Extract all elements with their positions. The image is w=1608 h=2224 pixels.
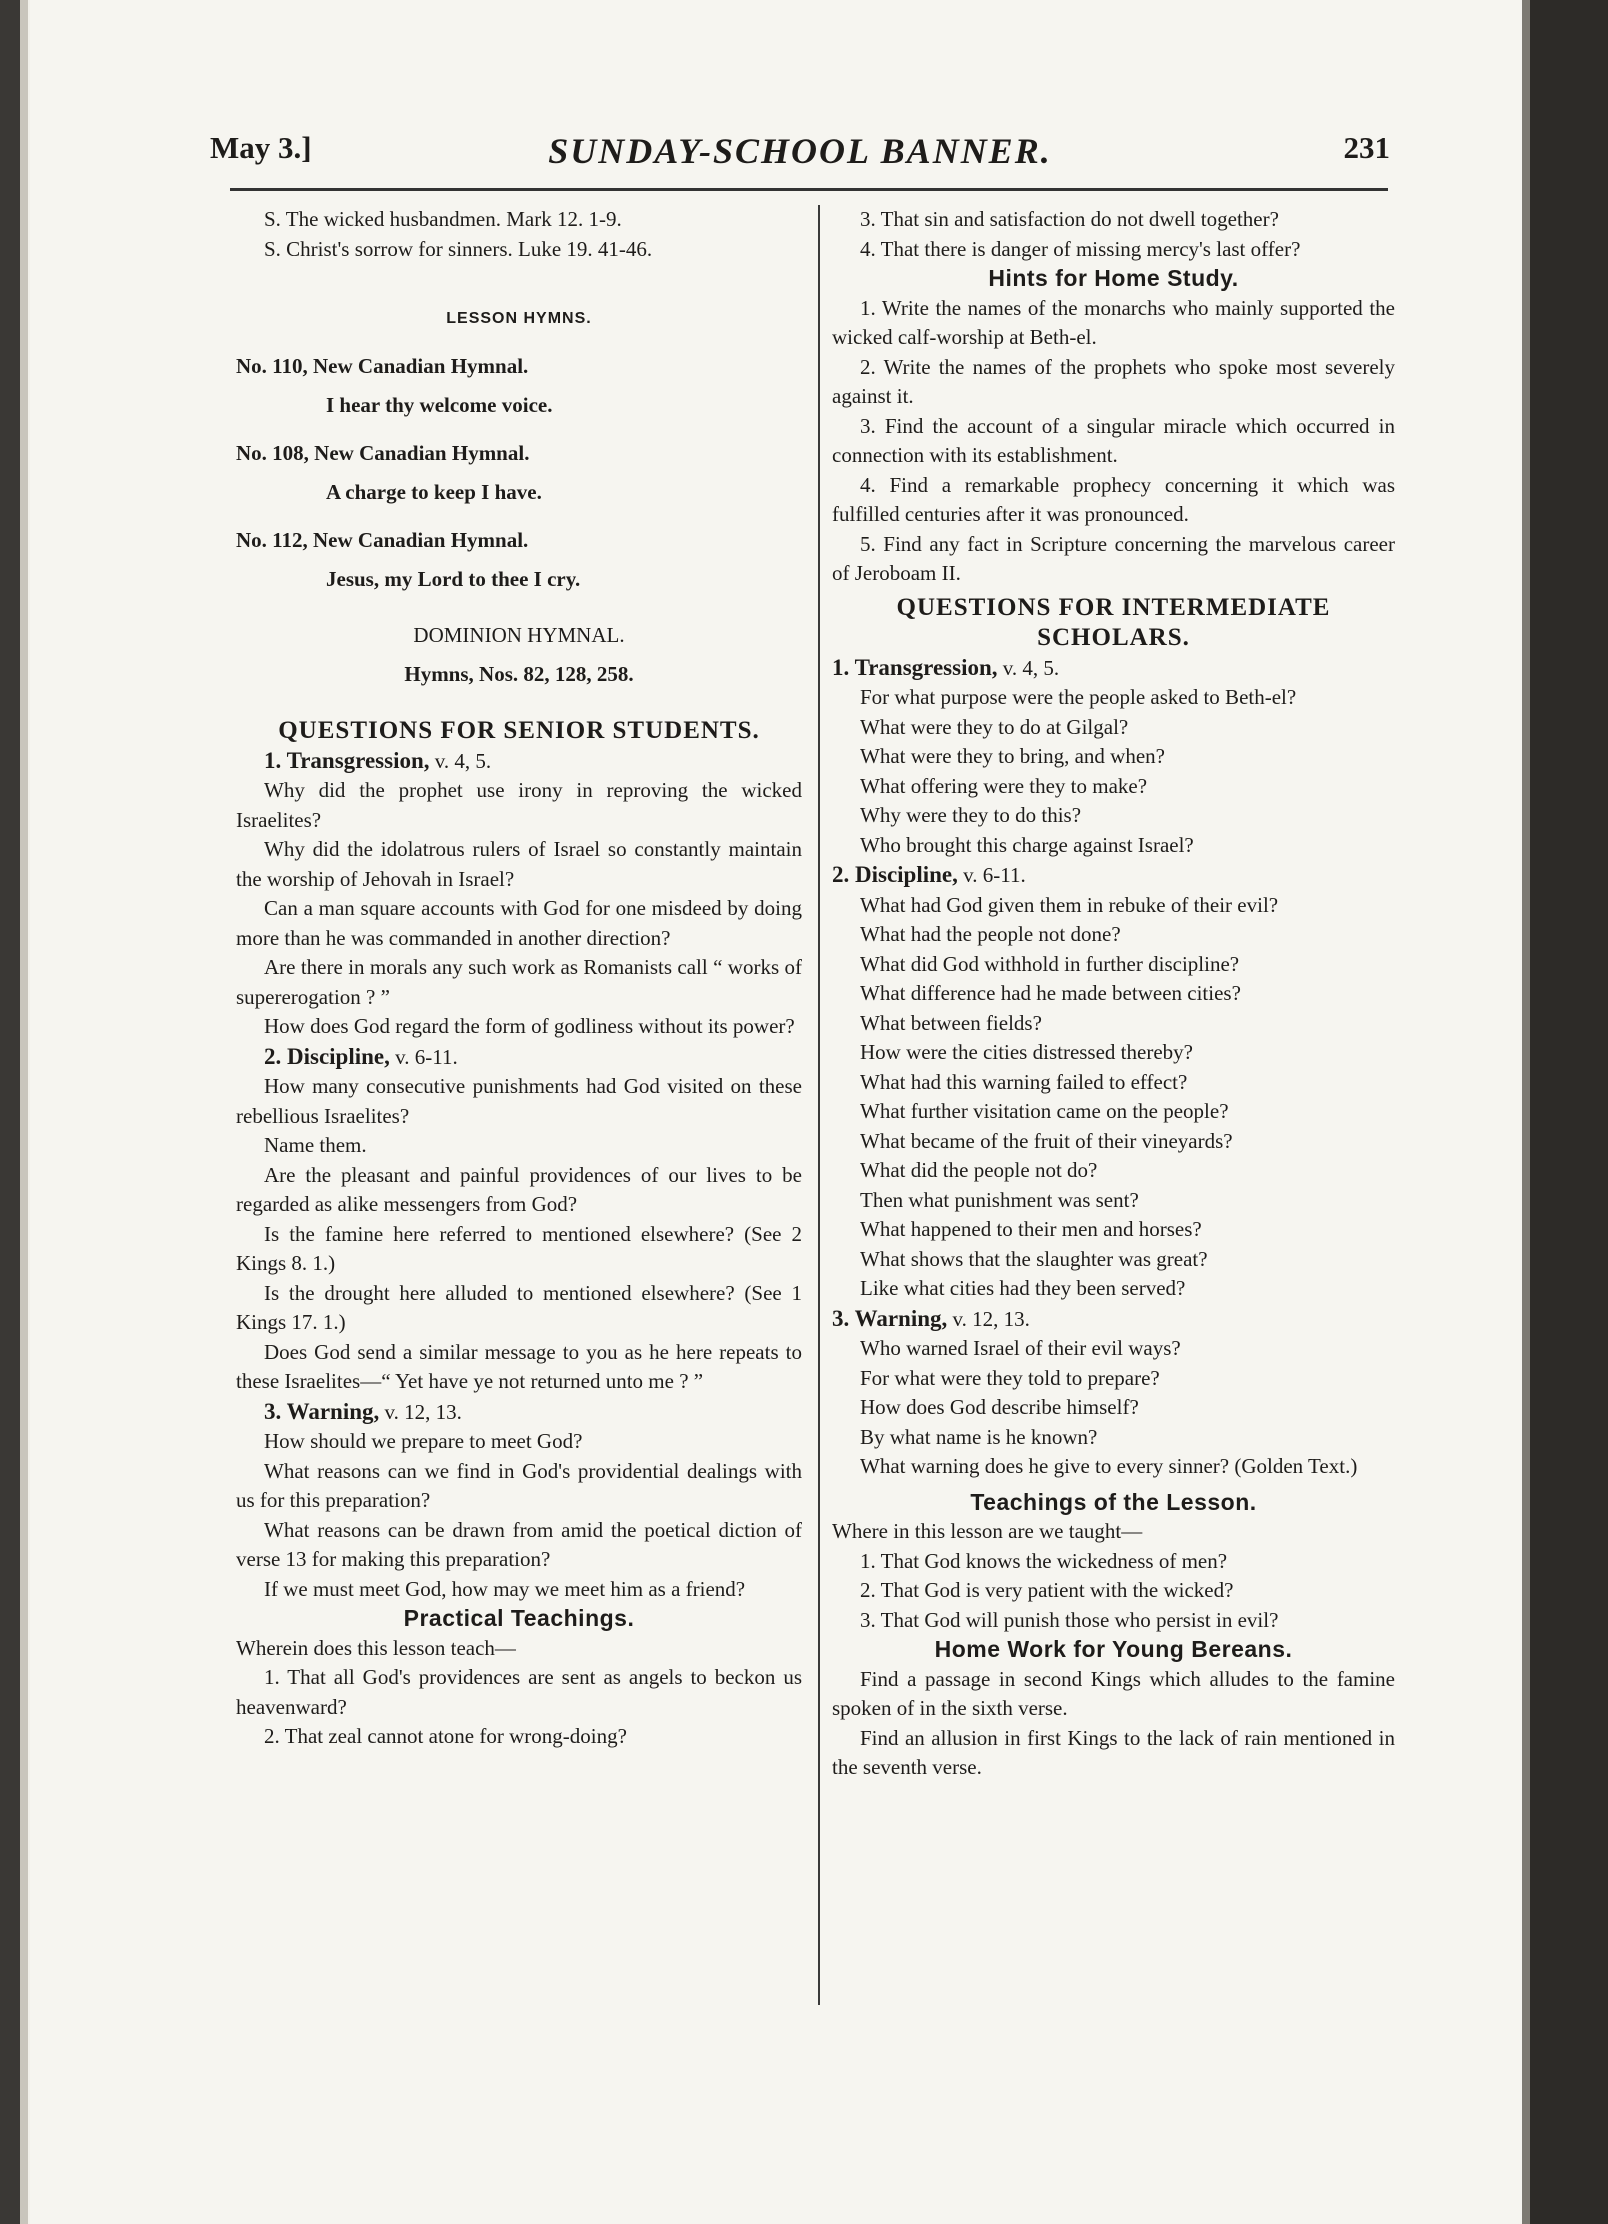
hint: 5. Find any fact in Scripture concerning the marvelous career of Jeroboam II. — [832, 531, 1395, 585]
section-heading: 3. Warning, v. 12, 13. — [832, 1305, 1030, 1331]
question: How does God regard the form of godliness without its power? — [264, 1014, 795, 1038]
question: What happened to their men and horses? — [860, 1217, 1202, 1241]
right-column — [832, 205, 1395, 1783]
question: Why were they to do this? — [860, 803, 1082, 827]
question: What reasons can be drawn from amid the poetical diction of verse 13 for making this preparation? — [236, 1517, 802, 1571]
question: What between fields? — [860, 1010, 1042, 1035]
homework-heading: Home Work for Young Bereans. — [934, 1636, 1293, 1662]
question: Who brought this charge against Israel? — [860, 832, 1194, 857]
question: How does God describe himself? — [860, 1395, 1139, 1419]
question: What became of the fruit of their vineyards? — [860, 1128, 1233, 1153]
teaching-item: 3. That God will punish those who persist in evil? — [860, 1607, 1279, 1632]
hymn-reference: No. 108, New Canadian Hymnal. — [236, 440, 530, 465]
hymn-title: I hear thy welcome voice. — [326, 393, 553, 417]
question: What had this warning failed to effect? — [860, 1069, 1188, 1094]
hymn-title: A charge to keep I have. — [326, 480, 542, 504]
question: How many consecutive punishments had God visited on these rebellious Israelites? — [236, 1074, 802, 1128]
question: Why did the idolatrous rulers of Israel so constantly maintain the worship of Jehovah in Israel? — [236, 837, 802, 891]
question: Can a man square accounts with God for one misdeed by doing more than he was commanded in another direction? — [236, 896, 802, 950]
practical-intro: Wherein does this lesson teach— — [236, 1635, 516, 1660]
binding-edge — [1522, 0, 1530, 2224]
hint: 4. Find a remarkable prophecy concerning it which was fulfilled centuries after it was pronounced. — [832, 472, 1395, 526]
question: What difference had he made between cities? — [860, 981, 1241, 1005]
column-divider — [818, 205, 820, 2005]
question: What offering were they to make? — [860, 773, 1148, 798]
hymn-reference: No. 110, New Canadian Hymnal. — [236, 353, 529, 378]
senior-questions-heading: QUESTIONS FOR SENIOR STUDENTS. — [278, 716, 760, 744]
dominion-hymnal-heading: DOMINION HYMNAL. — [413, 622, 625, 647]
question: Then what punishment was sent? — [860, 1187, 1139, 1212]
question: What did God withhold in further discipline? — [860, 951, 1240, 976]
question: If we must meet God, how may we meet him as a friend? — [264, 1576, 746, 1601]
homework-item: Find an allusion in first Kings to the lack of rain mentioned in the seventh verse. — [832, 1725, 1395, 1779]
section-heading: 1. Transgression, v. 4, 5. — [832, 654, 1060, 680]
intermediate-heading: QUESTIONS FOR INTERMEDIATE — [896, 593, 1331, 621]
question: For what were they told to prepare? — [860, 1365, 1160, 1390]
question: Who warned Israel of their evil ways? — [860, 1336, 1181, 1360]
lesson-hymns-heading: LESSON HYMNS. — [446, 310, 592, 327]
section-heading: 2. Discipline, v. 6-11. — [264, 1043, 458, 1069]
question: What had the people not done? — [860, 922, 1121, 946]
practical-item: 2. That zeal cannot atone for wrong-doing? — [264, 1724, 627, 1748]
daily-reading: S. The wicked husbandmen. Mark 12. 1-9. — [264, 207, 622, 231]
issue-date: May 3.] — [210, 130, 312, 165]
question: What were they to bring, and when? — [860, 744, 1165, 768]
practical-item: 3. That sin and satisfaction do not dwell together? — [860, 207, 1279, 231]
homework-item: Find a passage in second Kings which alludes to the famine spoken of in the sixth verse. — [832, 1666, 1395, 1720]
teachings-heading: Teachings of the Lesson. — [970, 1488, 1257, 1515]
left-column — [236, 205, 802, 1752]
scan-edge-left — [0, 0, 20, 2224]
question: How were the cities distressed thereby? — [860, 1040, 1193, 1064]
header-rule — [230, 188, 1388, 191]
teaching-item: 1. That God knows the wickedness of men? — [860, 1548, 1228, 1573]
question: What were they to do at Gilgal? — [860, 714, 1129, 739]
question: What warning does he give to every sinner? (Golden Text.) — [860, 1454, 1358, 1478]
book-binding — [1530, 0, 1608, 2224]
practical-teachings-heading: Practical Teachings. — [403, 1605, 635, 1631]
practical-item: 4. That there is danger of missing mercy's last offer? — [860, 236, 1301, 261]
teachings-intro: Where in this lesson are we taught— — [832, 1519, 1143, 1543]
question: What did the people not do? — [860, 1158, 1098, 1182]
question: What shows that the slaughter was great? — [860, 1246, 1208, 1271]
practical-item: 1. That all God's providences are sent as angels to beckon us heavenward? — [236, 1665, 802, 1719]
question: Is the famine here referred to mentioned elsewhere? (See 2 Kings 8. 1.) — [236, 1221, 802, 1275]
running-header — [210, 130, 1390, 180]
question: Why did the prophet use irony in reproving the wicked Israelites? — [236, 778, 802, 832]
hint: 2. Write the names of the prophets who spoke most severely against it. — [832, 354, 1395, 408]
hymn-title: Jesus, my Lord to thee I cry. — [326, 567, 581, 591]
question: Are the pleasant and painful providences of our lives to be regarded as alike messengers from God? — [236, 1162, 802, 1216]
question: How should we prepare to meet God? — [264, 1429, 583, 1453]
section-heading: 1. Transgression, v. 4, 5. — [264, 747, 492, 773]
scan-margin-left — [20, 0, 28, 2224]
page-number: 231 — [1343, 130, 1390, 165]
question: What further visitation came on the people? — [860, 1099, 1229, 1123]
intermediate-heading-2: SCHOLARS. — [1037, 623, 1190, 651]
hint: 3. Find the account of a singular miracle which occurred in connection with its establishment. — [832, 413, 1395, 467]
hint: 1. Write the names of the monarchs who mainly supported the wicked calf-worship at Beth-el. — [832, 295, 1395, 349]
publication-title: SUNDAY-SCHOOL BANNER. — [548, 131, 1052, 171]
hints-heading: Hints for Home Study. — [988, 265, 1239, 291]
dominion-hymn-numbers: Hymns, Nos. 82, 128, 258. — [404, 662, 634, 686]
teaching-item: 2. That God is very patient with the wicked? — [860, 1578, 1234, 1602]
question: What had God given them in rebuke of their evil? — [860, 892, 1279, 917]
question: For what purpose were the people asked to Beth-el? — [860, 685, 1297, 709]
hymn-reference: No. 112, New Canadian Hymnal. — [236, 527, 529, 552]
question: Name them. — [264, 1133, 367, 1157]
question: By what name is he known? — [860, 1424, 1098, 1449]
question: Does God send a similar message to you as he here repeats to these Israelites—“ Yet have ye not returned unto me ? ” — [236, 1339, 802, 1393]
daily-reading: S. Christ's sorrow for sinners. Luke 19. 41-46. — [264, 236, 653, 261]
section-heading: 3. Warning, v. 12, 13. — [264, 1398, 462, 1424]
question: Is the drought here alluded to mentioned elsewhere? (See 1 Kings 17. 1.) — [236, 1280, 802, 1334]
section-heading: 2. Discipline, v. 6-11. — [832, 862, 1026, 887]
question: What reasons can we find in God's providential dealings with us for this preparation? — [236, 1458, 802, 1512]
question: Are there in morals any such work as Romanists call “ works of supererogation ? ” — [236, 955, 802, 1009]
question: Like what cities had they been served? — [860, 1276, 1186, 1300]
